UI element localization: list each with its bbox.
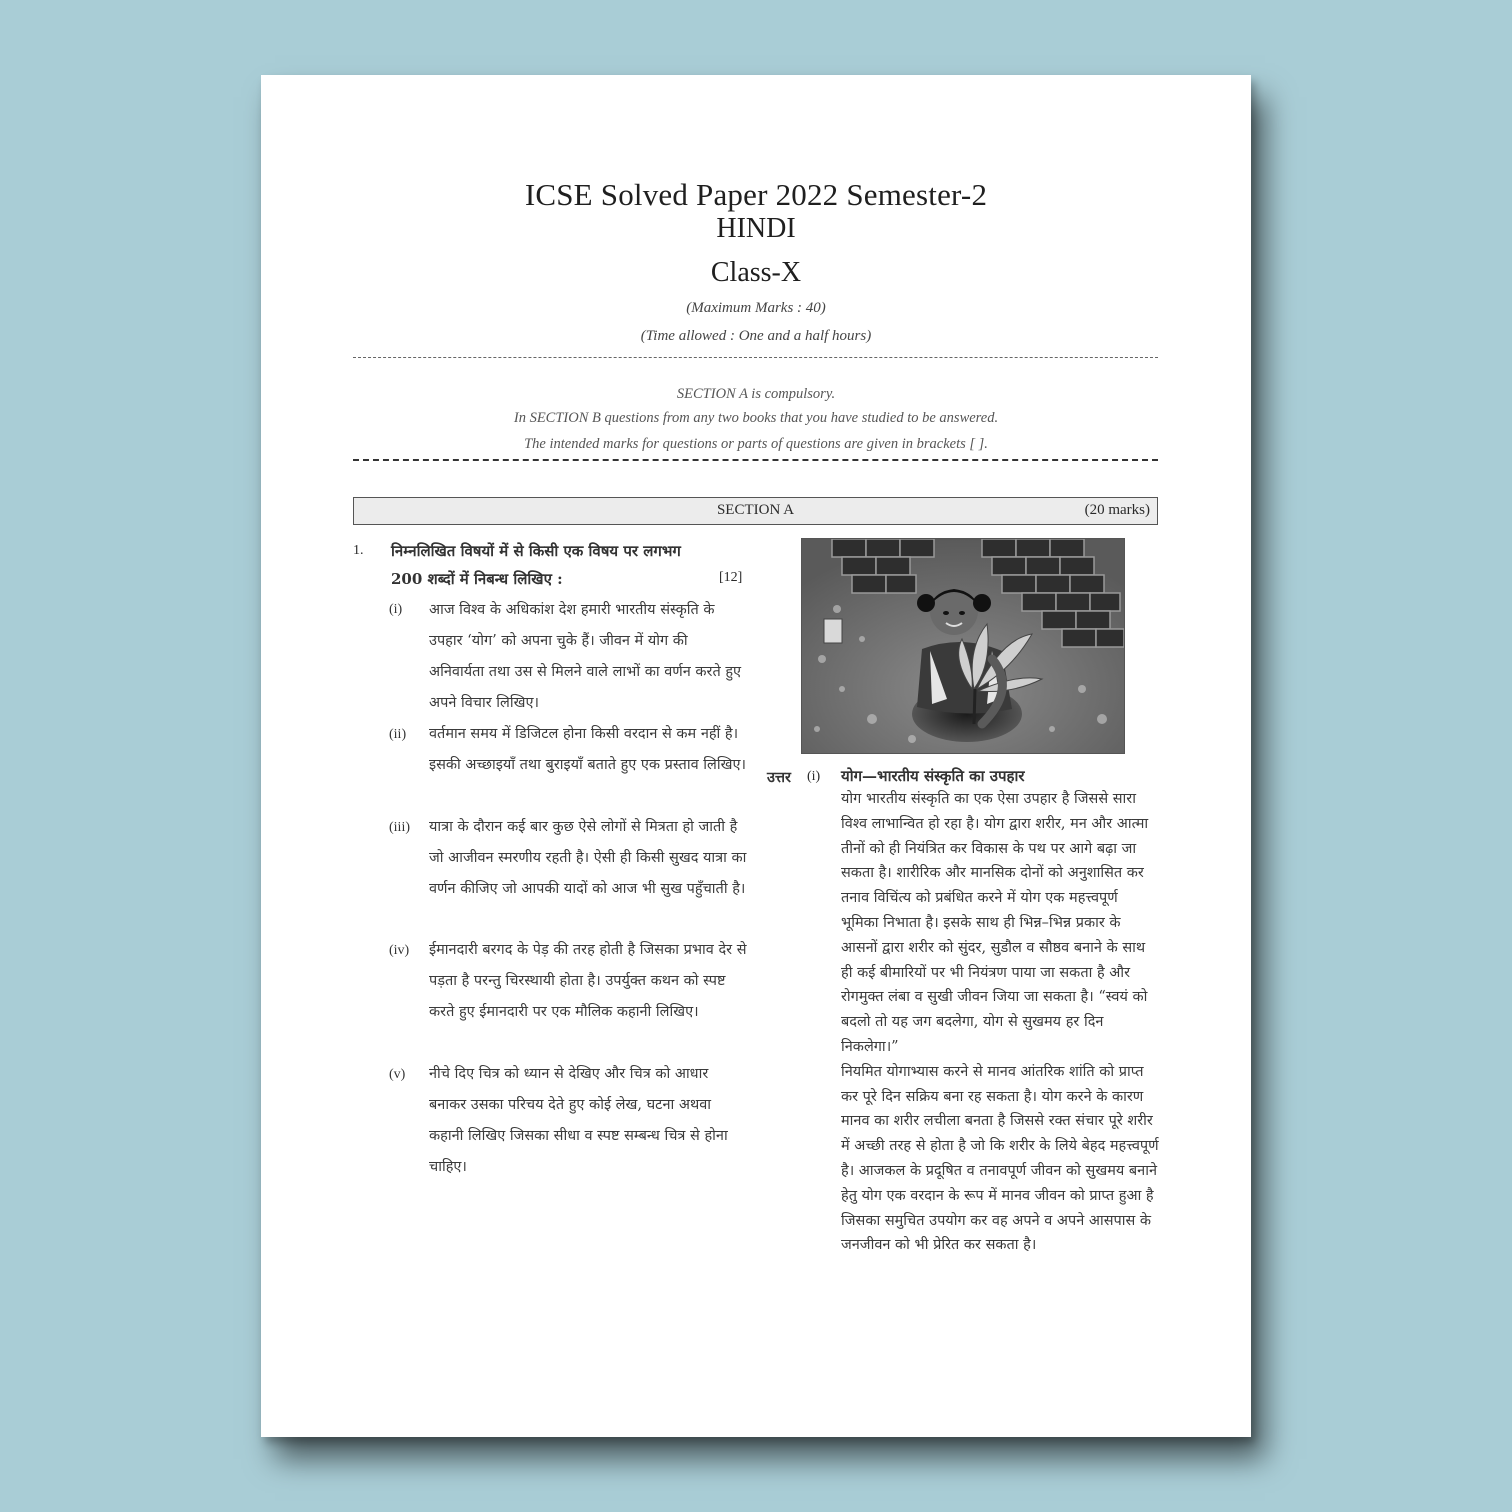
option-text: ईमानदारी बरगद के पेड़ की तरह होती है जिसका प्रभाव देर से पड़ता है परन्तु चिरस्थायी होता है। उपर्युक्त कथन को स्पष्ट करते हुए ईमानदारी पर एक मौलिक कहानी लिखिए। bbox=[429, 942, 747, 1020]
option-text: यात्रा के दौरान कई बार कुछ ऐसे लोगों से मित्रता हो जाती है जो आजीवन स्मरणीय रहती है। ऐसी ही किसी सुखद यात्रा का वर्णन कीजिए जो आपकी यादों को आज भी सुख पहुँचाती है। bbox=[429, 819, 747, 897]
answer-paragraph-2: नियमित योगाभ्यास करने से मानव आंतरिक शांति को प्राप्त कर पूरे दिन सक्रिय बना रह सकता है। योग करने के कारण मानव का शरीर लचीला बनता है जिससे रक्त संचार पूरे शरीर में अच्छी तरह से होता है जो कि शरीर के लिये बेहद महत्त्वपूर्ण है। आजकल के प्रदूषित व तनावपूर्ण जीवन को सुखमय बनाने हेतु योग एक वरदान के रूप में मानव जीवन को प्राप्त हुआ है जिसका समुचित उपयोग कर वह अपने व अपने आसपास के जनजीवन को भी प्रेरित कर सकता है। bbox=[841, 1063, 1159, 1254]
photo-illustration bbox=[802, 539, 1124, 753]
question-line-1: निम्नलिखित विषयों में से किसी एक विषय पर लगभग bbox=[391, 542, 681, 560]
option-number: (ii) bbox=[389, 727, 407, 742]
answer-label: उत्तर bbox=[767, 769, 791, 786]
answer-paragraph-1: योग भारतीय संस्कृति का एक ऐसा उपहार है जिससे सारा विश्व लाभान्वित हो रहा है। योग द्वारा शरीर, मन और आत्मा तीनों को ही नियंत्रित कर विकास के पथ पर आगे बढ़ा जा सकता है। शारीरिक और मानसिक दोनों को अनुशासित कर तनाव विचिंत्य को प्रबंधित करने में योग एक महत्त्वपूर्ण भूमिका निभाता है। इसके साथ ही भिन्न–भिन्न प्रकार के आसनों द्वारा शरीर को सुंदर, सुडौल व सौष्ठव बनाने के साथ ही कई बीमारियों पर भी नियंत्रण पाया जा सकता है और रोगमुक्त लंबा व सुखी जीवन जिया जा सकता है। “स्वयं को बदलो तो यह जग बदलेगा, योग से सुखमय हर दिन निकलेगा।” bbox=[841, 791, 1149, 1055]
section-title: SECTION A bbox=[716, 502, 795, 518]
photo-girl-planting-sapling bbox=[801, 538, 1125, 754]
option-text: नीचे दिए चित्र को ध्यान से देखिए और चित्र को आधार बनाकर उसका परिचय देते हुए कोई लेख, घटना अथवा कहानी लिखिए जिसका सीधा व स्पष्ट सम्बन्ध चित्र से होना चाहिए। bbox=[429, 1066, 728, 1175]
divider-top bbox=[353, 357, 1158, 358]
paper-page bbox=[261, 75, 1251, 1437]
subject-title: HINDI bbox=[716, 213, 796, 244]
class-title: Class-X bbox=[710, 257, 802, 288]
answer-heading: योग—भारतीय संस्कृति का उपहार bbox=[841, 767, 1025, 785]
instruction-2: In SECTION B questions from any two books that you have studied to be answered. bbox=[513, 410, 999, 426]
answer-body bbox=[841, 787, 1159, 1258]
instruction-1: SECTION A is compulsory. bbox=[676, 386, 836, 402]
option-text: आज विश्व के अधिकांश देश हमारी भारतीय संस्कृति के उपहार ‘योग’ को अपना चुके हैं। जीवन में योग की अनिवार्यता तथा उस से मिलने वाले लाभों का वर्णन करते हुए अपने विचार लिखिए। bbox=[429, 602, 742, 711]
question-line-2: 200 शब्दों में निबन्ध लिखिए : bbox=[391, 570, 563, 588]
divider-bottom bbox=[353, 459, 1158, 461]
option-number: (v) bbox=[389, 1067, 406, 1082]
answer-number: (i) bbox=[807, 769, 821, 784]
question-number: 1. bbox=[353, 543, 364, 558]
paper-title: ICSE Solved Paper 2022 Semester-2 bbox=[524, 177, 988, 212]
question-marks: [12] bbox=[719, 570, 743, 585]
max-marks: (Maximum Marks : 40) bbox=[686, 300, 826, 316]
section-marks: (20 marks) bbox=[1084, 502, 1150, 518]
option-number: (i) bbox=[389, 602, 403, 617]
option-number: (iv) bbox=[389, 943, 410, 958]
option-number: (iii) bbox=[389, 820, 410, 835]
instruction-3: The intended marks for questions or parts of questions are given in brackets [ ]. bbox=[524, 436, 988, 452]
section-header-bar bbox=[353, 497, 1158, 525]
option-text: वर्तमान समय में डिजिटल होना किसी वरदान से कम नहीं है। इसकी अच्छाइयाँ तथा बुराइयाँ बताते हुए एक प्रस्ताव लिखिए। bbox=[429, 726, 746, 773]
time-allowed: (Time allowed : One and a half hours) bbox=[640, 328, 872, 344]
